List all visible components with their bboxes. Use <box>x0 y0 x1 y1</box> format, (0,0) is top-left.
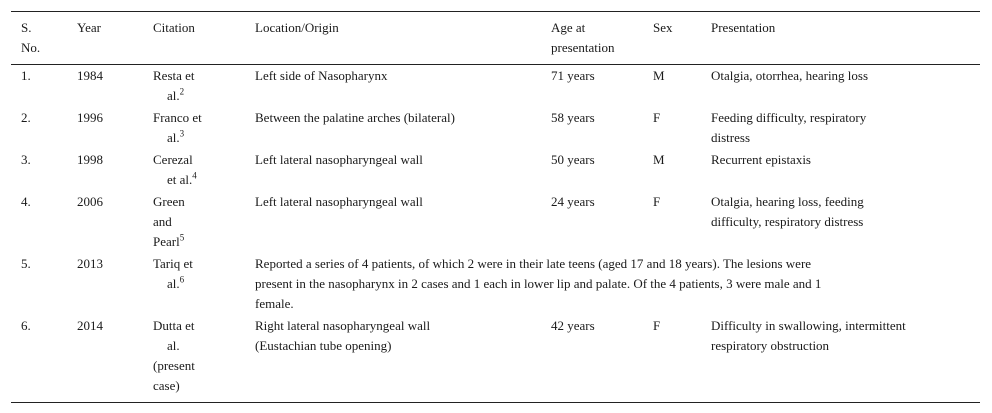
row6-citation-line4: case) <box>153 378 180 393</box>
row6-location-line2: (Eustachian tube opening) <box>255 338 392 353</box>
row4-sno: 4. <box>21 194 31 209</box>
row1-year: 1984 <box>77 68 103 83</box>
row2-location: Between the palatine arches (bilateral) <box>255 110 455 125</box>
row4-citation-text: Pearl <box>153 234 180 249</box>
row5-span-line3: female. <box>255 296 294 311</box>
row6-location <box>255 316 430 356</box>
row6-year: 2014 <box>77 318 103 333</box>
row3-citation-line1: Cerezal <box>153 152 193 167</box>
row5-citation-text: al. <box>167 276 180 291</box>
row4-citation-line2: and <box>153 214 172 229</box>
row5-citation-ref: 6 <box>179 274 185 285</box>
row6-presentation <box>711 316 906 356</box>
row4-location: Left lateral nasopharyngeal wall <box>255 194 423 209</box>
header-citation: Citation <box>153 20 195 35</box>
row4-citation-ref: 5 <box>179 232 185 243</box>
row6-presentation-line1: Difficulty in swallowing, intermittent <box>711 318 906 333</box>
row2-age: 58 years <box>551 110 595 125</box>
row6-presentation-line2: respiratory obstruction <box>711 338 830 353</box>
header-location: Location/Origin <box>255 20 339 35</box>
row3-citation-text: et al. <box>167 172 193 187</box>
row1-citation-line2 <box>153 86 195 106</box>
row4-citation-line1: Green <box>153 194 185 209</box>
row2-citation <box>153 108 202 148</box>
row5-sno: 5. <box>21 256 31 271</box>
row6-citation-line3: (present <box>153 358 195 373</box>
row1-presentation: Otalgia, otorrhea, hearing loss <box>711 68 869 83</box>
row1-sex: M <box>653 68 665 83</box>
row1-citation-ref: 2 <box>179 86 185 97</box>
row4-year: 2006 <box>77 194 103 209</box>
row2-citation-line1: Franco et <box>153 110 202 125</box>
row3-age: 50 years <box>551 152 595 167</box>
row2-sno: 2. <box>21 110 31 125</box>
header-age-line2: presentation <box>551 40 615 55</box>
row4-citation-line3 <box>153 232 185 252</box>
row3-year: 1998 <box>77 152 103 167</box>
row6-sex: F <box>653 318 661 333</box>
row4-presentation <box>711 192 864 232</box>
header-age-line1: Age at <box>551 20 586 35</box>
row1-citation-text: al. <box>167 88 180 103</box>
row1-citation-line1: Resta et <box>153 68 195 83</box>
row5-citation-line1: Tariq et <box>153 256 193 271</box>
row6-citation-line1: Dutta et <box>153 318 195 333</box>
row3-sno: 3. <box>21 152 31 167</box>
row4-sex: F <box>653 194 661 209</box>
row6-sno: 6. <box>21 318 31 333</box>
row5-span-text <box>255 254 821 314</box>
row4-presentation-line1: Otalgia, hearing loss, feeding <box>711 194 864 209</box>
row4-age: 24 years <box>551 194 595 209</box>
header-sno <box>21 18 40 58</box>
row3-location: Left lateral nasopharyngeal wall <box>255 152 423 167</box>
row5-span-line1: Reported a series of 4 patients, of which 2 were in their late teens (aged 17 and 18 years). The lesions were <box>255 256 812 271</box>
header-presentation: Presentation <box>711 20 776 35</box>
row2-year: 1996 <box>77 110 103 125</box>
header-year: Year <box>77 20 101 35</box>
header-sno-line1: S. <box>21 20 32 35</box>
row5-span-line2: present in the nasopharynx in 2 cases and 1 each in lower lip and palate. Of the 4 patients, 3 were male and 1 <box>255 276 822 291</box>
header-sex: Sex <box>653 20 673 35</box>
header-sno-line2: No. <box>21 40 41 55</box>
row2-presentation-line1: Feeding difficulty, respiratory <box>711 110 867 125</box>
row6-age: 42 years <box>551 318 595 333</box>
row2-citation-line2 <box>153 128 202 148</box>
row1-sno: 1. <box>21 68 31 83</box>
row6-location-line1: Right lateral nasopharyngeal wall <box>255 318 431 333</box>
row2-sex: F <box>653 110 661 125</box>
row3-citation-ref: 4 <box>192 170 197 181</box>
row2-citation-text: al. <box>167 130 180 145</box>
row2-presentation-line2: distress <box>711 130 750 145</box>
row1-age: 71 years <box>551 68 595 83</box>
data-table <box>11 11 980 403</box>
row1-citation <box>153 66 195 106</box>
row4-citation <box>153 192 185 252</box>
row3-citation <box>153 150 197 190</box>
row6-citation <box>153 316 195 396</box>
row2-presentation <box>711 108 866 148</box>
header-separator <box>11 64 980 65</box>
header-age <box>551 18 615 58</box>
row2-citation-ref: 3 <box>179 128 185 139</box>
row3-sex: M <box>653 152 665 167</box>
row5-citation-line2 <box>153 274 193 294</box>
row1-location: Left side of Nasopharynx <box>255 68 388 83</box>
row6-citation-line2: al. <box>167 338 180 353</box>
row3-presentation: Recurrent epistaxis <box>711 152 811 167</box>
row5-citation <box>153 254 193 294</box>
row4-presentation-line2: difficulty, respiratory distress <box>711 214 864 229</box>
row5-year: 2013 <box>77 256 103 271</box>
row3-citation-line2 <box>153 170 197 190</box>
